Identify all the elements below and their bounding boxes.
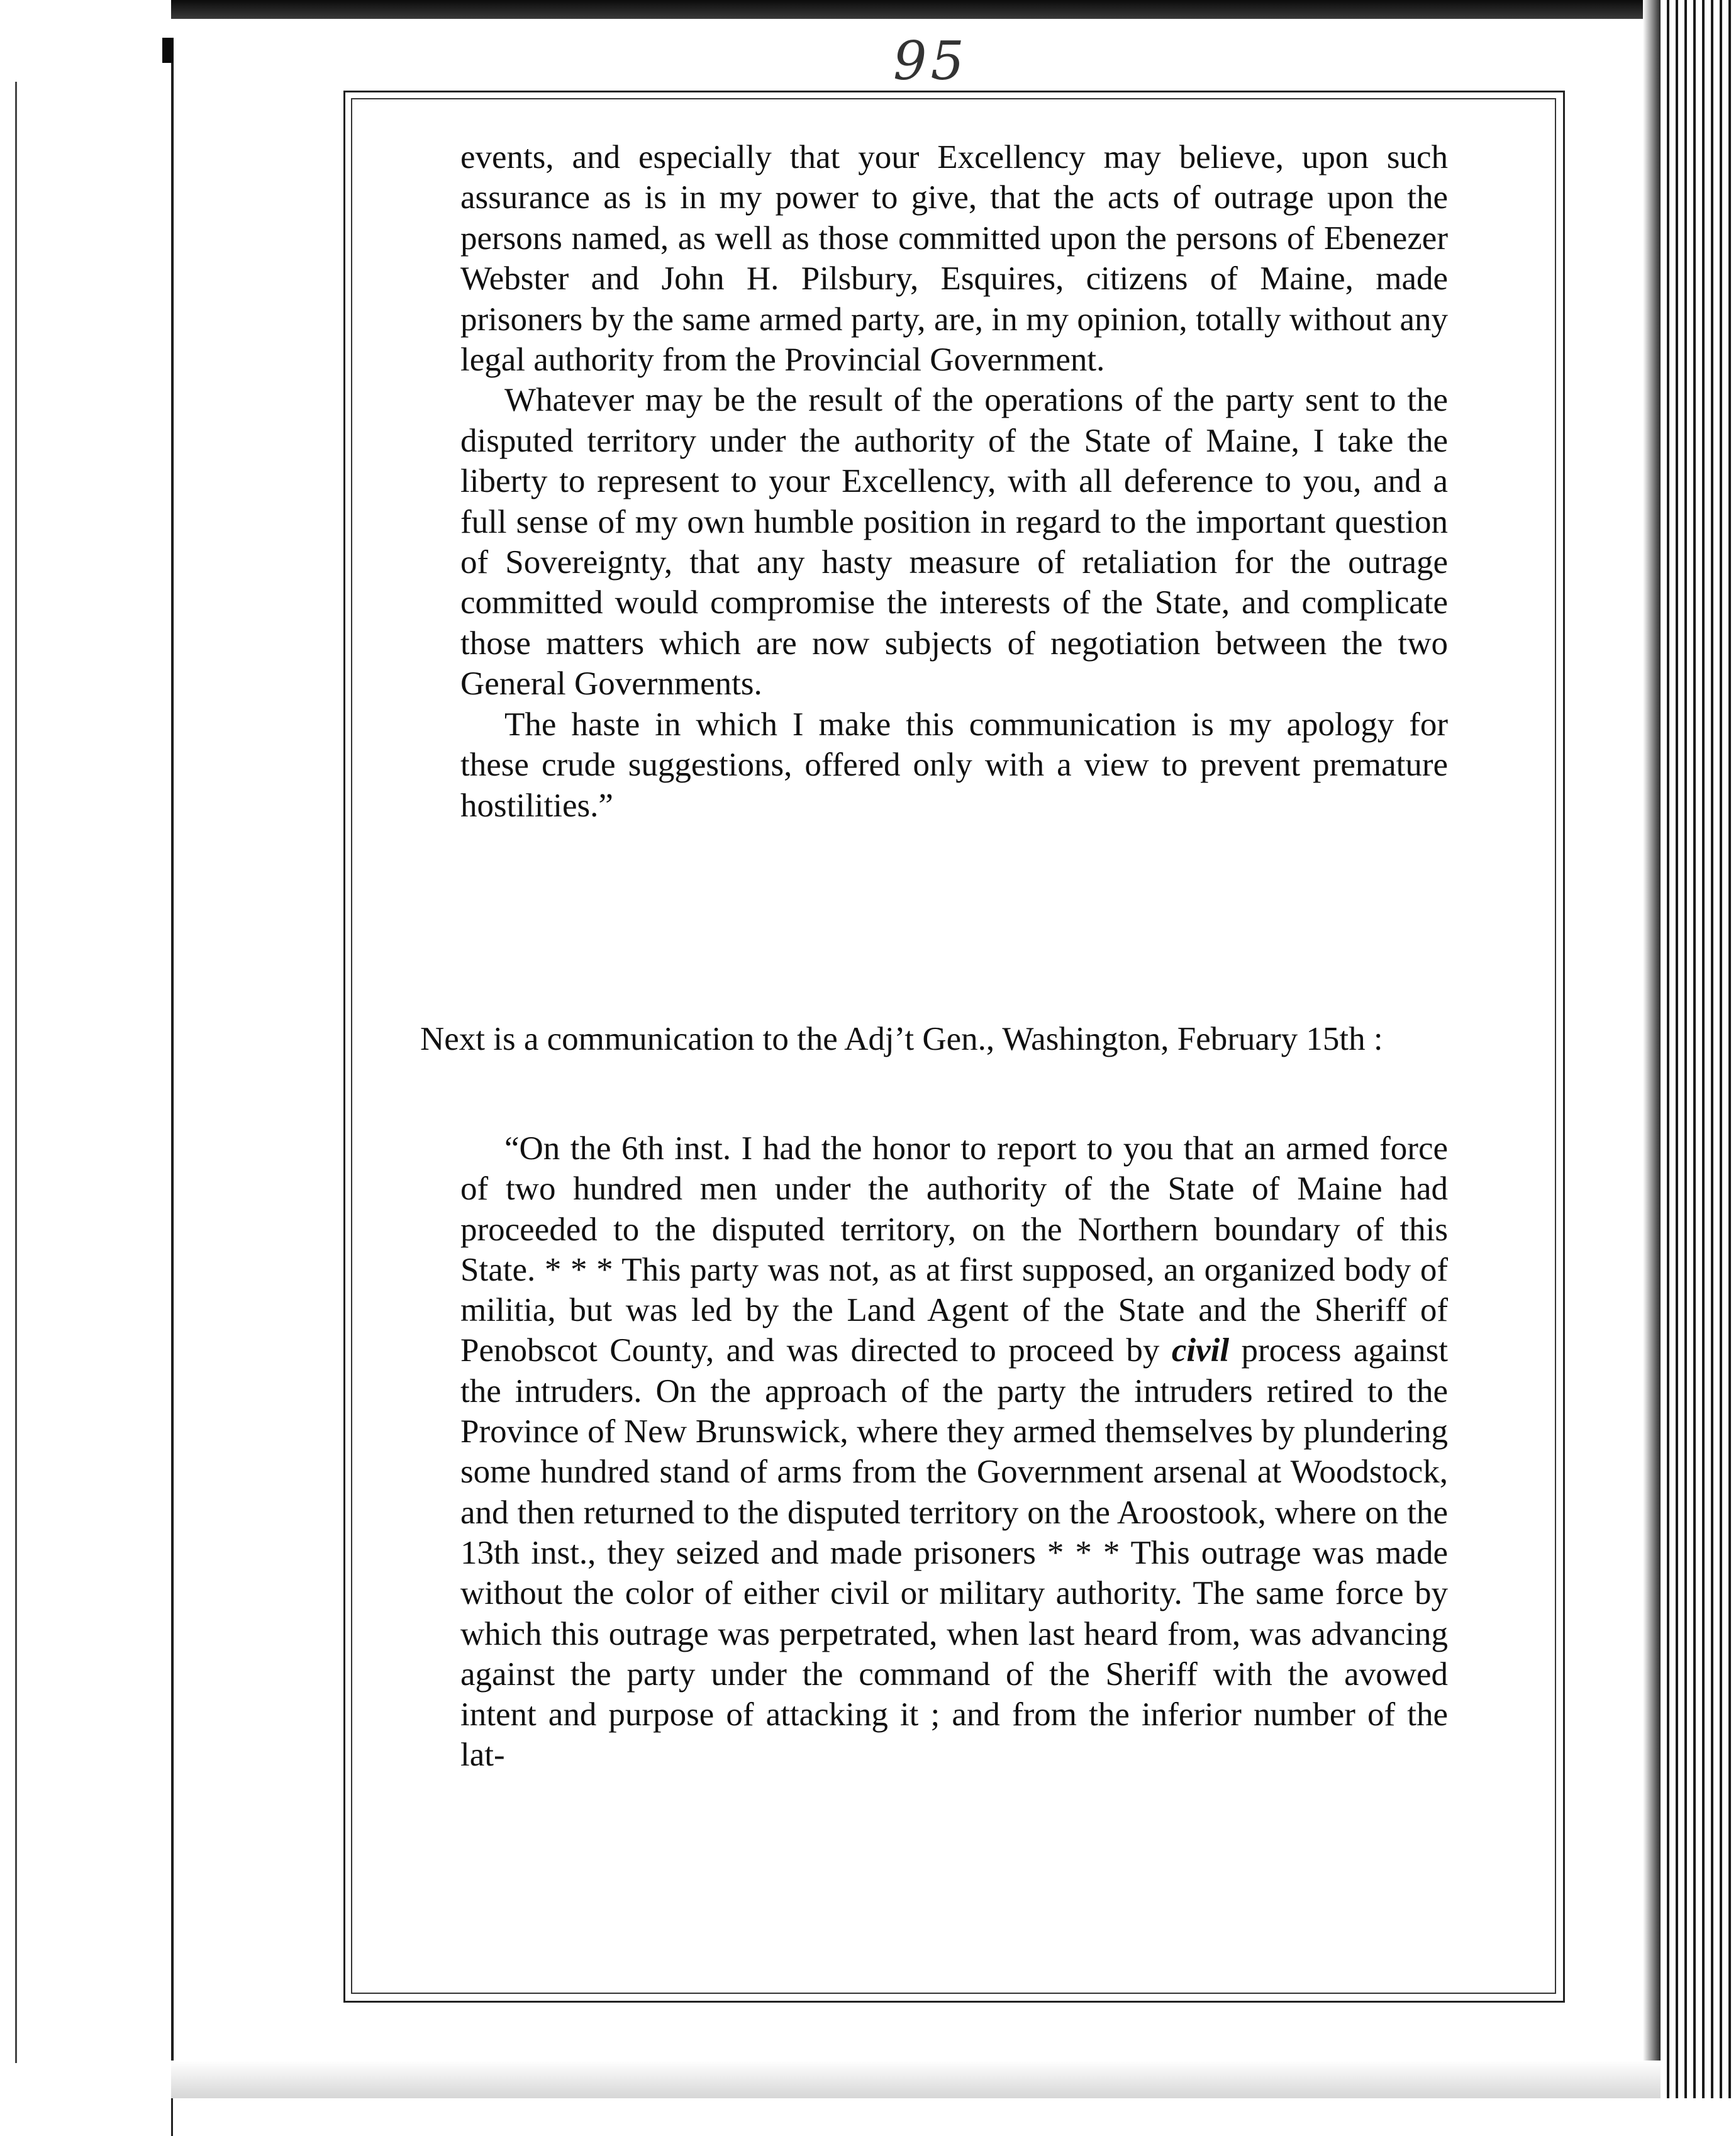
narrative-text [377,1019,1532,1059]
paragraph: The haste in which I make this communication is my apology for these crude suggestions, offered only with a view to prevent premature hostilities.” [460,706,1448,824]
paragraph: Next is a communication to the Adj’t Gen., Washington, February 15th : [420,1021,1383,1057]
facing-page-edge [0,0,171,2098]
text-run: “On the 6th inst. I had the honor to report to you that an armed force of two hundred men under the authority of the State of Maine had proceeded to the disputed territory, on the Northern boundary of this State. * * * This party was not, as at first supposed, an organized body of militia, but was led by the Land Agent of the State and the Sheriff of Penobscot County, and was directed to proceed by [460,1130,1448,1369]
paragraph [460,1128,1448,1776]
quoted-letter [460,1128,1448,1776]
scan-top-edge [0,0,1736,19]
spine-inner [162,63,173,2136]
letter-continuation [460,137,1448,826]
italic-word: civil [1171,1332,1230,1369]
text-run: process against the intruders. On the approach of the party the intruders retired to the Province of New Brunswick, where they armed themselves by plundering some hundred stand of arms from the Government arsenal at Woodstock, and then returned to the disputed territory on the Aroostook, where on the 13th inst., they seized and made prisoners * * * This outrage was made without the color of either civil or military authority. The same force by which this outrage was perpetrated, when last heard from, was advancing against the party under the command of the Sheriff with the avowed intent and purpose of attacking it ; and from the inferior number of the lat- [460,1332,1449,1774]
paragraph: events, and especially that your Excellency may believe, upon such assurance as is in my power to give, that the acts of outrage upon the persons named, as well as those committed upon the persons of Ebenezer Webster and John H. Pilsbury, Esquires, citizens of Maine, made prisoners by the same armed party, are, in my opinion, totally without any legal authority from the Provincial Government. [460,139,1448,379]
page-edge-shadow [1643,0,1661,2098]
facing-page-rule [15,82,17,2063]
page-number: 95 [893,30,968,92]
page-stack-edges [1661,0,1736,2098]
book-spine [162,38,174,2098]
bottom-shadow [171,2061,1661,2098]
paragraph: Whatever may be the result of the operations of the party sent to the disputed territory under the authority of the State of Maine, I take the liberty to represent to your Excellency, with all deference to you, and a full sense of my own humble position in regard to the important question of Sovereignty, that any hasty measure of retaliation for the outrage committed would compromise the interests of the State, and complicate those matters which are now subjects of negotiation between the two General Governments. [460,382,1448,703]
